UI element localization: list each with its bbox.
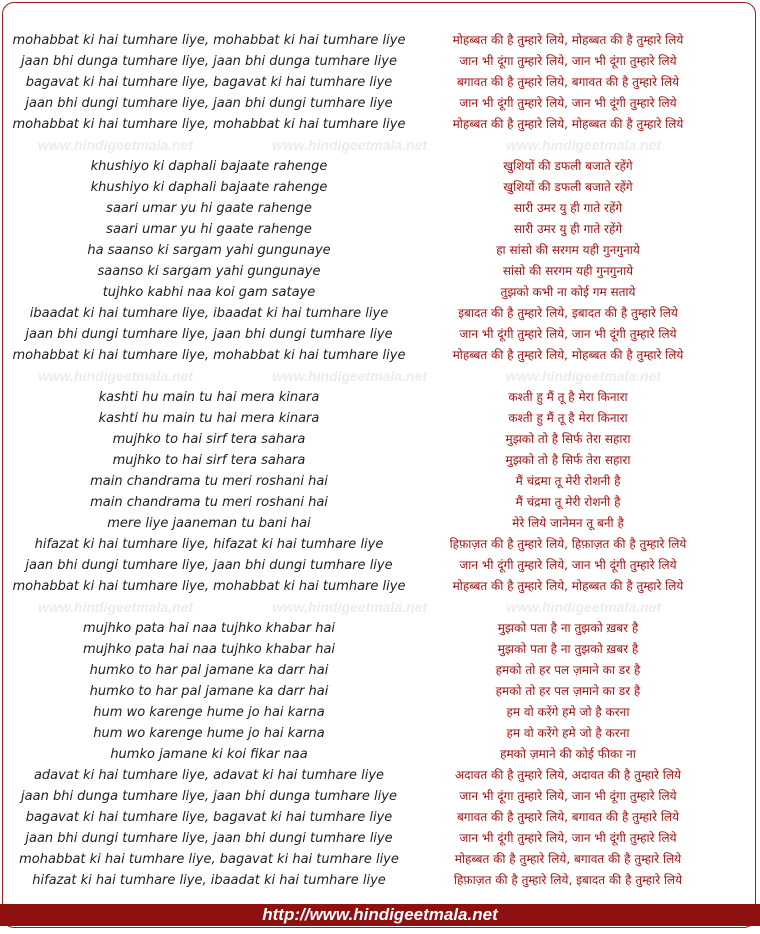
lyric-line <box>0 681 760 702</box>
lyric-hindi: कश्ती हु मैं तू है मेरा किनारा <box>508 390 628 404</box>
lyric-line <box>0 114 760 135</box>
lyric-hindi: मोहब्बत की है तुम्हारे लिये, मोहब्बत की है तुम्हारे लिये <box>452 33 684 47</box>
lyric-line <box>0 282 760 303</box>
lyric-roman: ibaadat ki hai tumhare liye, ibaadat ki hai tumhare liye <box>29 306 389 321</box>
lyric-line <box>0 429 760 450</box>
lyric-line <box>0 219 760 240</box>
lyric-line <box>0 30 760 51</box>
lyric-hindi: मुझको पता है ना तुझको ख़बर है <box>497 642 639 656</box>
lyric-roman: saari umar yu hi gaate rahenge <box>106 222 312 237</box>
lyric-line <box>0 177 760 198</box>
lyric-hindi: खुशियों की डफली बजाते रहेंगे <box>503 159 633 173</box>
lyric-line <box>0 618 760 639</box>
lyric-roman: jaan bhi dungi tumhare liye, jaan bhi dungi tumhare liye <box>25 558 393 573</box>
watermark-text: www.hindigeetmala.net <box>272 599 428 615</box>
lyric-roman: hifazat ki hai tumhare liye, ibaadat ki hai tumhare liye <box>32 873 386 888</box>
lyric-line <box>0 345 760 366</box>
lyric-line <box>0 51 760 72</box>
lyric-roman: hifazat ki hai tumhare liye, hifazat ki hai tumhare liye <box>34 537 384 552</box>
lyric-line <box>0 828 760 849</box>
lyric-roman: jaan bhi dungi tumhare liye, jaan bhi dungi tumhare liye <box>25 96 393 111</box>
lyric-hindi: सांसो की सरगम यही गुनगुनाये <box>502 264 634 278</box>
lyric-hindi: बगावत की है तुम्हारे लिये, बगावत की है तुम्हारे लिये <box>456 75 680 89</box>
lyric-roman: ha saanso ki sargam yahi gungunaye <box>87 243 331 258</box>
lyric-hindi: कश्ती हु मैं तू है मेरा किनारा <box>508 411 628 425</box>
lyric-hindi: मेरे लिये जानेमन तू बनी है <box>512 516 624 530</box>
lyric-line <box>0 576 760 597</box>
lyric-line <box>0 198 760 219</box>
lyric-roman: adavat ki hai tumhare liye, adavat ki hai tumhare liye <box>33 768 385 783</box>
lyric-line <box>0 807 760 828</box>
lyric-roman: khushiyo ki daphali bajaate rahenge <box>90 159 328 174</box>
lyric-line <box>0 513 760 534</box>
watermark-text: www.hindigeetmala.net <box>272 368 428 384</box>
lyric-roman: main chandrama tu meri roshani hai <box>90 495 328 510</box>
lyric-line <box>0 639 760 660</box>
lyric-hindi: हमको तो हर पल ज़माने का डर है <box>495 684 641 698</box>
lyric-roman: kashti hu main tu hai mera kinara <box>98 390 320 405</box>
lyric-line <box>0 555 760 576</box>
lyric-hindi: हिफ़ाज़त की है तुम्हारे लिये, हिफ़ाज़त की है तुम्हारे लिये <box>449 537 687 551</box>
lyric-hindi: मोहब्बत की है तुम्हारे लिये, मोहब्बत की है तुम्हारे लिये <box>452 579 684 593</box>
lyric-roman: mohabbat ki hai tumhare liye, mohabbat ki hai tumhare liye <box>12 33 406 48</box>
stanza <box>0 30 760 135</box>
watermark-row <box>0 597 760 618</box>
lyric-line <box>0 870 760 891</box>
lyric-roman: humko to har pal jamane ka darr hai <box>89 684 329 699</box>
lyric-roman: mere liye jaaneman tu bani hai <box>107 516 311 531</box>
lyric-line <box>0 324 760 345</box>
watermark-text: www.hindigeetmala.net <box>506 599 662 615</box>
lyric-roman: main chandrama tu meri roshani hai <box>90 474 328 489</box>
watermark-text: www.hindigeetmala.net <box>38 599 194 615</box>
lyric-hindi: जान भी दूंगी तुम्हारे लिये, जान भी दूंगी तुम्हारे लिये <box>459 831 677 845</box>
lyric-line <box>0 450 760 471</box>
lyric-hindi: हमको तो हर पल ज़माने का डर है <box>495 663 641 677</box>
lyric-hindi: मुझको तो है सिर्फ तेरा सहारा <box>505 453 631 467</box>
lyric-roman: humko to har pal jamane ka darr hai <box>89 663 329 678</box>
lyric-hindi: हा सांसो की सरगम यही गुनगुनाये <box>496 243 640 257</box>
lyric-roman: mujhko pata hai naa tujhko khabar hai <box>82 621 336 636</box>
watermark-row <box>0 135 760 156</box>
lyric-hindi: मैं चंद्रमा तू मेरी रोशनी है <box>515 495 621 509</box>
lyric-roman: bagavat ki hai tumhare liye, bagavat ki hai tumhare liye <box>25 810 393 825</box>
watermark-text: www.hindigeetmala.net <box>38 368 194 384</box>
lyric-hindi: हिफ़ाज़त की है तुम्हारे लिये, इबादत की है तुम्हारे लिये <box>453 873 683 887</box>
lyric-line <box>0 786 760 807</box>
lyric-roman: tujhko kabhi naa koi gam sataye <box>102 285 316 300</box>
lyric-roman: mohabbat ki hai tumhare liye, mohabbat ki hai tumhare liye <box>12 579 406 594</box>
lyric-hindi: हम वो करेंगे हमे जो है करना <box>506 726 630 740</box>
stanza <box>0 387 760 597</box>
lyric-line <box>0 723 760 744</box>
lyric-hindi: इबादत की है तुम्हारे लिये, इबादत की है तुम्हारे लिये <box>458 306 678 320</box>
lyric-line <box>0 408 760 429</box>
lyric-roman: mohabbat ki hai tumhare liye, bagavat ki hai tumhare liye <box>19 852 399 867</box>
watermark-text: www.hindigeetmala.net <box>38 137 194 153</box>
lyric-hindi: मुझको तो है सिर्फ तेरा सहारा <box>505 432 631 446</box>
lyric-hindi: मोहब्बत की है तुम्हारे लिये, बगावत की है तुम्हारे लिये <box>454 852 682 866</box>
lyric-line <box>0 261 760 282</box>
lyric-hindi: जान भी दूंगा तुम्हारे लिये, जान भी दूंगा तुम्हारे लिये <box>459 54 677 68</box>
lyric-hindi: हमको ज़माने की कोई फीका ना <box>500 747 636 761</box>
stanza <box>0 156 760 366</box>
footer-url[interactable]: http://www.hindigeetmala.net <box>262 905 498 924</box>
lyric-hindi: खुशियों की डफली बजाते रहेंगे <box>503 180 633 194</box>
lyric-line <box>0 849 760 870</box>
footer-bar <box>0 904 760 926</box>
lyric-hindi: जान भी दूंगी तुम्हारे लिये, जान भी दूंगी तुम्हारे लिये <box>459 96 677 110</box>
watermark-row <box>0 366 760 387</box>
lyric-roman: hum wo karenge hume jo hai karna <box>93 726 325 741</box>
lyric-hindi: मोहब्बत की है तुम्हारे लिये, मोहब्बत की है तुम्हारे लिये <box>452 348 684 362</box>
lyric-line <box>0 240 760 261</box>
lyric-roman: bagavat ki hai tumhare liye, bagavat ki hai tumhare liye <box>25 75 393 90</box>
lyric-line <box>0 156 760 177</box>
lyric-hindi: जान भी दूंगा तुम्हारे लिये, जान भी दूंगा तुम्हारे लिये <box>459 789 677 803</box>
lyric-line <box>0 702 760 723</box>
lyric-hindi: मुझको पता है ना तुझको ख़बर है <box>497 621 639 635</box>
lyric-line <box>0 471 760 492</box>
lyric-roman: khushiyo ki daphali bajaate rahenge <box>90 180 328 195</box>
lyrics-container <box>0 30 760 891</box>
lyric-roman: saanso ki sargam yahi gungunaye <box>97 264 321 279</box>
lyric-line <box>0 303 760 324</box>
lyric-roman: humko jamane ki koi fikar naa <box>110 747 308 762</box>
lyric-roman: jaan bhi dunga tumhare liye, jaan bhi dunga tumhare liye <box>21 54 397 69</box>
lyric-roman: jaan bhi dunga tumhare liye, jaan bhi dunga tumhare liye <box>21 789 397 804</box>
lyric-roman: mohabbat ki hai tumhare liye, mohabbat ki hai tumhare liye <box>12 117 406 132</box>
lyric-roman: kashti hu main tu hai mera kinara <box>98 411 320 426</box>
stanza <box>0 618 760 891</box>
lyric-hindi: जान भी दूंगी तुम्हारे लिये, जान भी दूंगी तुम्हारे लिये <box>459 558 677 572</box>
lyric-roman: jaan bhi dungi tumhare liye, jaan bhi dungi tumhare liye <box>25 831 393 846</box>
lyric-hindi: जान भी दूंगी तुम्हारे लिये, जान भी दूंगी तुम्हारे लिये <box>459 327 677 341</box>
lyric-line <box>0 660 760 681</box>
lyric-hindi: सारी उमर यु ही गाते रहेंगे <box>513 222 623 236</box>
lyric-hindi: सारी उमर यु ही गाते रहेंगे <box>513 201 623 215</box>
lyric-hindi: अदावत की है तुम्हारे लिये, अदावत की है तुम्हारे लिये <box>455 768 681 782</box>
lyric-roman: mujhko to hai sirf tera sahara <box>112 432 306 447</box>
lyric-line <box>0 492 760 513</box>
lyric-roman: jaan bhi dungi tumhare liye, jaan bhi dungi tumhare liye <box>25 327 393 342</box>
lyric-roman: mujhko pata hai naa tujhko khabar hai <box>82 642 336 657</box>
lyric-hindi: तुझको कभी ना कोई गम सताये <box>500 285 636 299</box>
lyric-line <box>0 93 760 114</box>
lyric-roman: mohabbat ki hai tumhare liye, mohabbat ki hai tumhare liye <box>12 348 406 363</box>
lyric-line <box>0 765 760 786</box>
lyric-roman: hum wo karenge hume jo hai karna <box>93 705 325 720</box>
lyric-line <box>0 534 760 555</box>
lyric-roman: saari umar yu hi gaate rahenge <box>106 201 312 216</box>
lyric-hindi: बगावत की है तुम्हारे लिये, बगावत की है तुम्हारे लिये <box>456 810 680 824</box>
watermark-text: www.hindigeetmala.net <box>506 368 662 384</box>
lyric-hindi: मैं चंद्रमा तू मेरी रोशनी है <box>515 474 621 488</box>
watermark-text: www.hindigeetmala.net <box>506 137 662 153</box>
lyric-hindi: मोहब्बत की है तुम्हारे लिये, मोहब्बत की है तुम्हारे लिये <box>452 117 684 131</box>
lyric-line <box>0 72 760 93</box>
watermark-text: www.hindigeetmala.net <box>272 137 428 153</box>
lyric-line <box>0 744 760 765</box>
lyric-line <box>0 387 760 408</box>
lyric-hindi: हम वो करेंगे हमे जो है करना <box>506 705 630 719</box>
lyric-roman: mujhko to hai sirf tera sahara <box>112 453 306 468</box>
